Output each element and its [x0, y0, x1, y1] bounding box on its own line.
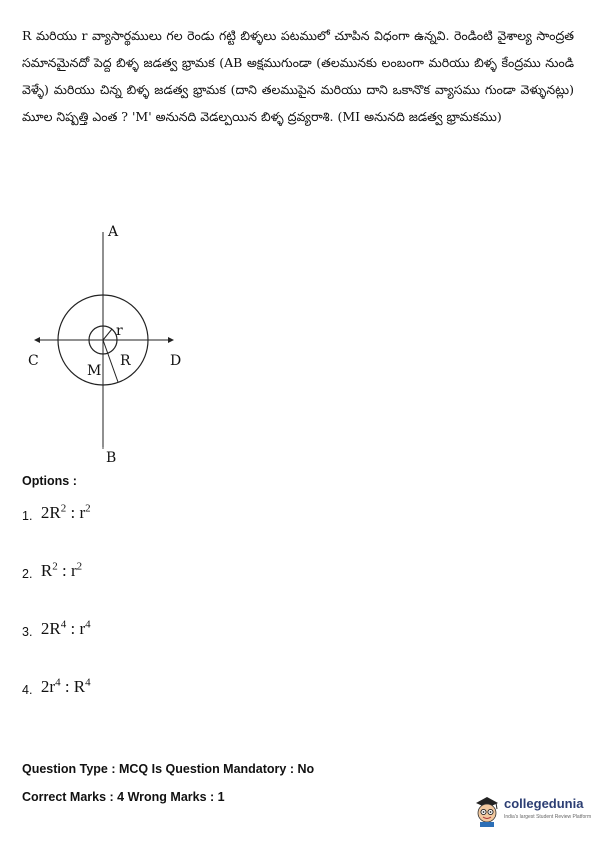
arrow-right [168, 337, 174, 343]
label-b: B [106, 450, 117, 466]
label-r-small: r [116, 323, 123, 339]
disc-figure [22, 222, 222, 467]
logo-name: collegedunia [504, 796, 584, 811]
option-number: 2. [22, 566, 33, 581]
mascot-icon [472, 795, 502, 827]
question-type-line: Question Type : MCQ Is Question Mandatory : No [22, 762, 315, 776]
option-number: 3. [22, 624, 33, 639]
radius-small [103, 329, 112, 340]
option-expression: $2r^4$ : $R^4$ [40, 676, 91, 696]
option-number: 1. [22, 508, 33, 523]
question-text: R మరియు r వ్యాసార్థములు గల రెండు గట్టి బిళ్ళలు పటములో చూపిన విధంగా ఉన్నవి. రెండింటి వైశాల్య సాంద్రత సమానమైనదో పెద్ద బిళ్ళ జడత్వ భ్రామక (AB అక్షముగుండా (తలమునకు లంబంగా మరియు బిళ్ళ కేంద్రము నుండి వెళ్ళే) మరియు చిన్న బిళ్ళ జడత్వ భ్రామక (దాని తలముపైన మరియు దాని ఒకానొక వ్యాసము గుండా వెళ్ళునట్లు) మూల నిష్పత్తి ఎంత ? 'M' అనునది వెడల్పయిన బిళ్ళ ద్రవ్యరాశి. (MI అనునది జడత్వ భ్రామకము) [22, 28, 574, 124]
arrow-left [34, 337, 40, 343]
option-1[interactable] [22, 502, 91, 523]
collegedunia-logo [472, 795, 592, 829]
label-r-big: R [120, 353, 131, 369]
label-a: A [108, 224, 119, 240]
label-c: C [28, 353, 39, 369]
option-number: 4. [22, 682, 33, 697]
option-expression: $2R^2$ : $r^2$ [40, 502, 91, 522]
label-d: D [170, 353, 182, 369]
option-4[interactable] [22, 676, 91, 697]
logo-tagline: India's largest Student Review Platform [504, 814, 592, 820]
option-expression: $2R^4$ : $r^4$ [40, 618, 91, 638]
marks-line: Correct Marks : 4 Wrong Marks : 1 [22, 790, 225, 804]
option-3[interactable] [22, 618, 91, 639]
options-title: Options : [22, 474, 77, 488]
label-m: M [87, 363, 102, 379]
option-2[interactable] [22, 560, 82, 581]
option-expression: $R^2$ : $r^2$ [40, 560, 83, 580]
